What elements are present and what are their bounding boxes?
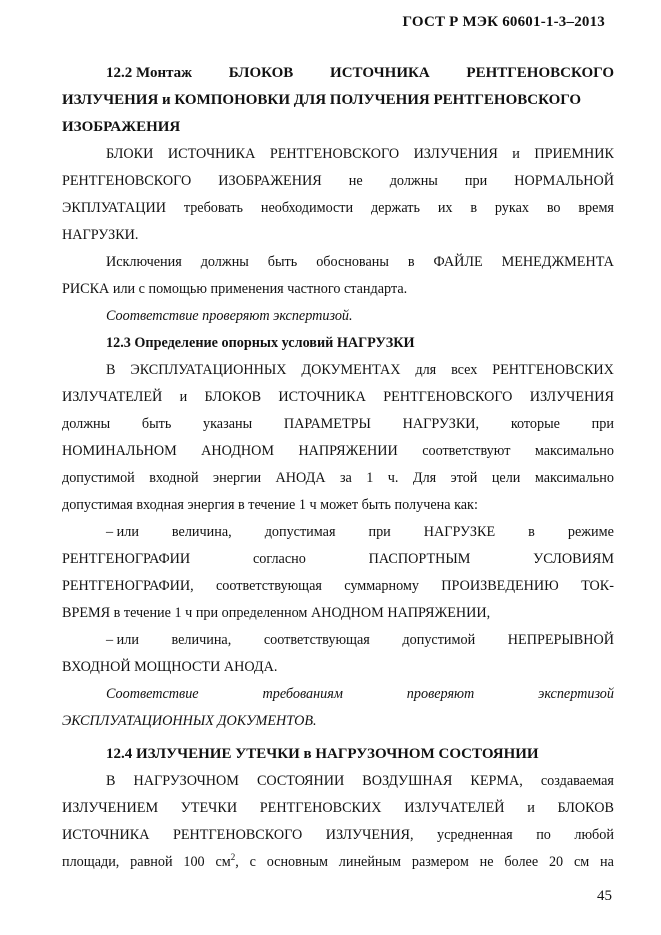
section-12-2-heading-line-3: ИЗОБРАЖЕНИЯ (62, 119, 181, 135)
page-header: ГОСТ Р МЭК 60601-1-3–2013 (402, 14, 605, 30)
paragraph-line (62, 141, 614, 168)
word: БЛОКИ (106, 146, 154, 162)
word: НАГРУЗОЧНОМ (133, 773, 239, 789)
word: для (415, 362, 437, 378)
word: Соответствие (106, 686, 199, 702)
compliance-note: Соответствие проверяют экспертизой. (106, 308, 353, 324)
word: ИСТОЧНИКА (62, 827, 150, 843)
word: МЕНЕДЖМЕНТА (501, 254, 614, 270)
list-item-line: ВРЕМЯ в течение 1 ч при определенном АНОДНОМ НАПРЯЖЕНИИ, (62, 605, 491, 621)
word: проверяют (406, 686, 475, 702)
word: АНОДНОМ (201, 443, 274, 459)
word: РЕНТГЕНОВСКОГО (383, 389, 513, 405)
word: 1 (366, 470, 374, 486)
word: линейным (338, 854, 402, 870)
word: и (512, 146, 520, 162)
unit: см (215, 854, 231, 870)
list-item-line (62, 546, 614, 573)
word: ИЗЛУЧЕНИЯ, (325, 827, 414, 843)
comma: , (235, 854, 239, 870)
word: УСЛОВИЯМ (533, 551, 614, 567)
word: которые (510, 416, 560, 432)
word: РЕНТГЕНОВСКОГО (62, 173, 192, 189)
word: и (527, 800, 535, 816)
word: требованиям (262, 686, 343, 702)
word: ИЗЛУЧЕНИЯ (413, 146, 498, 162)
word: ИЗОБРАЖЕНИЯ (218, 173, 322, 189)
document-body (62, 60, 614, 876)
paragraph-line (62, 465, 614, 492)
unit-cm2 (215, 849, 238, 876)
word: обоснованы (316, 254, 389, 270)
section-12-2-heading-line-2: ИЗЛУЧЕНИЯ и КОМПОНОВКИ ДЛЯ ПОЛУЧЕНИЯ РЕНТГЕНОВСКОГО (62, 92, 582, 108)
word: при (368, 524, 391, 540)
word: ДОКУМЕНТАХ (301, 362, 401, 378)
word: должны (200, 254, 249, 270)
word: БЛОКОВ (204, 389, 262, 405)
word: усредненная (436, 827, 513, 843)
word: должны (389, 173, 438, 189)
paragraph-line: РИСКА или с помощью применения частного стандарта. (62, 281, 408, 297)
word: АНОДА (275, 470, 326, 486)
word: ИСТОЧНИКА (330, 65, 430, 81)
word: ТОК- (581, 578, 614, 594)
word: РЕНТГЕНОВСКОГО (466, 65, 614, 81)
page-number: 45 (597, 888, 612, 904)
paragraph-line (62, 411, 614, 438)
word: требовать (183, 200, 244, 216)
paragraph-line (62, 849, 614, 876)
word: основным (266, 854, 328, 870)
word: ПАСПОРТНЫМ (368, 551, 471, 567)
paragraph-line (62, 768, 614, 795)
word: 12.2 Монтаж (106, 65, 193, 81)
word: с (249, 854, 256, 870)
word: ФАЙЛЕ (433, 254, 483, 270)
paragraph-line: НАГРУЗКИ. (62, 227, 139, 243)
word: ПРИЕМНИК (534, 146, 614, 162)
word: и (179, 389, 188, 405)
word: равной (130, 854, 173, 870)
word: В (106, 362, 116, 378)
word: быть (141, 416, 172, 432)
word: экспертизой (538, 686, 614, 702)
word: режиме (567, 524, 614, 540)
word: НАГРУЗКИ, (402, 416, 480, 432)
compliance-note: ЭКСПЛУАТАЦИОННЫХ ДОКУМЕНТОВ. (62, 713, 317, 729)
word: РЕНТГЕНОВСКИХ (259, 800, 382, 816)
word: время (578, 200, 614, 216)
section-12-2-heading-line-1 (62, 60, 614, 87)
word: допустимой (62, 470, 135, 486)
word: быть (267, 254, 298, 270)
paragraph-line (62, 357, 614, 384)
word: любой (574, 827, 614, 843)
word: ИЗЛУЧЕНИЯ (529, 389, 614, 405)
word: входной (149, 470, 199, 486)
word: необходимости (260, 200, 354, 216)
word: НАГРУЗКЕ (423, 524, 496, 540)
word: не (479, 854, 494, 870)
section-12-4-heading: 12.4 ИЗЛУЧЕНИЕ УТЕЧКИ в НАГРУЗОЧНОМ СОСТОЯНИИ (106, 746, 539, 762)
word: РЕНТГЕНОВСКОГО (269, 146, 400, 162)
word: НОРМАЛЬНОЙ (514, 173, 614, 189)
word: допустимой (402, 632, 476, 648)
word: за (339, 470, 352, 486)
word: всех (451, 362, 478, 378)
word: не (348, 173, 363, 189)
word: РЕНТГЕНОГРАФИИ (62, 551, 191, 567)
word: величина, (171, 632, 232, 648)
word: держать (370, 200, 420, 216)
section-12-3-heading: 12.3 Определение опорных условий НАГРУЗКИ (106, 335, 415, 351)
word: см (573, 854, 590, 870)
word: в (407, 254, 415, 270)
word: ИЗЛУЧАТЕЛЕЙ (404, 800, 505, 816)
word: создаваемая (540, 773, 614, 789)
word: СОСТОЯНИИ (256, 773, 345, 789)
word: этой (450, 470, 478, 486)
list-item-line: ВХОДНОЙ МОЩНОСТИ АНОДА. (62, 659, 278, 675)
word: площади, (62, 854, 120, 870)
word: НАПРЯЖЕНИИ (298, 443, 398, 459)
paragraph-line: допустимая входная энергия в течение 1 ч может быть получена как: (62, 497, 478, 513)
word: БЛОКОВ (228, 65, 294, 81)
word: ПРОИЗВЕДЕНИЮ (441, 578, 559, 594)
word: НЕПРЕРЫВНОЙ (507, 632, 614, 648)
word: величина, (171, 524, 232, 540)
paragraph-line (62, 384, 614, 411)
word: ПАРАМЕТРЫ (283, 416, 371, 432)
word: КЕРМА, (470, 773, 523, 789)
list-item-line (62, 573, 614, 600)
word: согласно (252, 551, 306, 567)
word: В (106, 773, 116, 789)
word: соответствующая (263, 632, 370, 648)
paragraph-line (62, 249, 614, 276)
word: максимально (534, 443, 614, 459)
word: ч. (387, 470, 399, 486)
word: ИЗЛУЧЕНИЕМ (62, 800, 159, 816)
word: на (600, 854, 614, 870)
word: руках (494, 200, 529, 216)
word: Исключения (106, 254, 182, 270)
list-item-line (62, 519, 614, 546)
word: ВОЗДУШНАЯ (362, 773, 453, 789)
word: – или (106, 524, 139, 540)
word: ИЗЛУЧАТЕЛЕЙ (62, 389, 163, 405)
paragraph-line (62, 438, 614, 465)
word: НОМИНАЛЬНОМ (62, 443, 177, 459)
word: УТЕЧКИ (180, 800, 238, 816)
word: Для (412, 470, 437, 486)
word: БЛОКОВ (557, 800, 614, 816)
paragraph-line (62, 168, 614, 195)
word: ЭКСПЛУАТАЦИОННЫХ (130, 362, 287, 378)
word: максимально (534, 470, 614, 486)
word: размером (411, 854, 469, 870)
word: во (546, 200, 561, 216)
word: цели (491, 470, 521, 486)
word: по (536, 827, 551, 843)
word: РЕНТГЕНОВСКОГО (173, 827, 303, 843)
word: 100 (183, 854, 205, 870)
list-item-line (62, 627, 614, 654)
paragraph-line (62, 795, 614, 822)
word: указаны (203, 416, 253, 432)
word: РЕНТГЕНОГРАФИИ, (62, 578, 194, 594)
word: ИСТОЧНИКА (167, 146, 256, 162)
word: при (464, 173, 488, 189)
paragraph-line (62, 195, 614, 222)
word: ИСТОЧНИКА (278, 389, 366, 405)
word: РЕНТГЕНОВСКИХ (492, 362, 614, 378)
word: энергии (213, 470, 262, 486)
word: при (591, 416, 614, 432)
word: ЭКПЛУАТАЦИИ (62, 200, 166, 216)
word: допустимая (264, 524, 336, 540)
superscript: 2 (230, 852, 236, 862)
word: – или (106, 632, 139, 648)
paragraph-line (62, 822, 614, 849)
compliance-note (62, 681, 614, 708)
word: суммарному (344, 578, 419, 594)
word: более (504, 854, 539, 870)
word: соответствующая (216, 578, 322, 594)
word: в (528, 524, 535, 540)
word: 20 (548, 854, 564, 870)
word: их (437, 200, 453, 216)
word: в (470, 200, 478, 216)
word: должны (62, 416, 111, 432)
word: соответствуют (422, 443, 511, 459)
